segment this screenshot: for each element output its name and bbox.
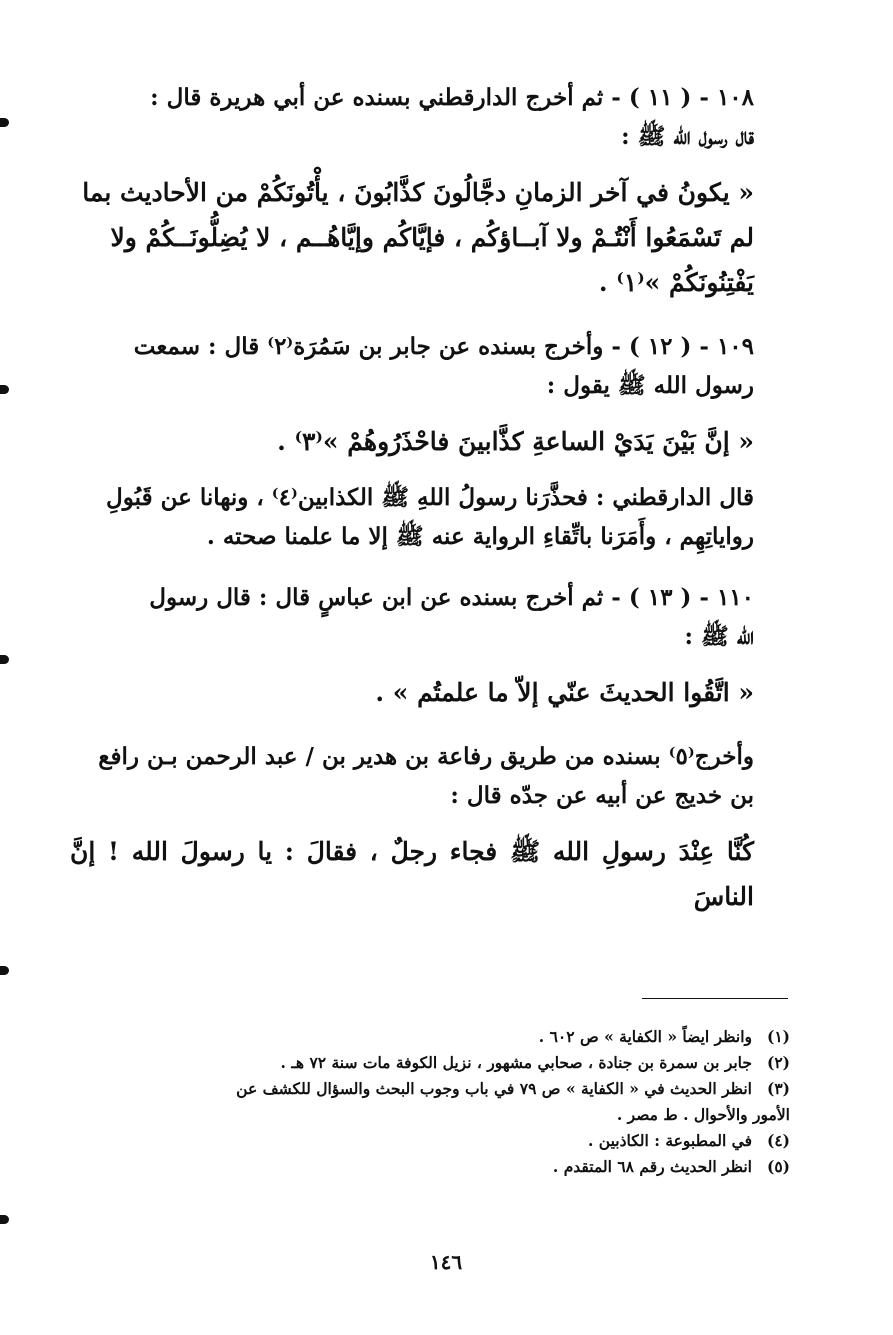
margin-mark: [0, 118, 9, 127]
footnote-text: [120, 1024, 752, 1050]
text-line: بن خديج عن أبيه عن جدّه قال :: [450, 782, 754, 809]
footnote-number: (١): [766, 1027, 790, 1046]
footnote-4: [120, 1128, 790, 1154]
footnote-1: [120, 1024, 790, 1050]
margin-mark: [0, 1215, 9, 1224]
footnote-line: الأمور والأحوال . ط مصر .: [616, 1105, 790, 1124]
text-line: ١١٠ - ( ١٣ ) - ثم أخرج بسنده عن ابن عباسٍ قال : قال رسول: [149, 584, 754, 611]
hadith-109-quote: [70, 419, 786, 464]
margin-mark: [0, 385, 9, 394]
footnote-5: [120, 1154, 790, 1180]
text-line: « يكونُ في آخر الزمانِ دجَّالُونَ كذَّابُونَ ، يأْتُونَكُمْ من الأحاديث بما: [82, 178, 754, 207]
hadith-109-intro: [70, 327, 786, 405]
text-line: رسول الله ﷺ يقول :: [546, 372, 754, 399]
footnote-line: جابر بن سمرة بن جنادة ، صحابي مشهور ، نزيل الكوفة مات سنة ٧٢ هـ .: [280, 1053, 752, 1072]
text-line: الله ﷺ :: [684, 623, 754, 650]
footnote-number: (٥): [766, 1157, 790, 1176]
hadith-108-intro: [70, 78, 786, 156]
margin-mark: [0, 966, 9, 975]
footnote-3: [120, 1076, 790, 1128]
page-number: ١٤٦: [429, 1250, 463, 1274]
footnote-line: انظر الحديث رقم ٦٨ المتقدم .: [552, 1157, 752, 1176]
text-line: كُنَّا عِنْدَ رسولِ الله ﷺ فجاء رجلٌ ، فقالَ : يا رسولَ الله ! إنَّ الناسَ: [70, 837, 754, 911]
text-line: وأخرج⁽٥⁾ بسنده من طريق رفاعة بن هدير بن / عبد الرحمن بـن رافع: [98, 743, 754, 770]
footnote-number: (٤): [766, 1131, 790, 1150]
text-line: رواياتِهِم ، وأَمَرَنا باتِّقاءِ الرواية عنه ﷺ إلا ما علمنا صحته .: [206, 523, 754, 550]
text-line: قال رسول الله ﷺ :: [621, 123, 754, 150]
footnote-line: انظر الحديث في « الكفاية » ص ٧٩ في باب وجوب البحث والسؤال للكشف عن: [236, 1079, 752, 1098]
footnote-text: [120, 1128, 752, 1154]
akhraj-paragraph: [70, 737, 786, 815]
footnote-text: [120, 1076, 790, 1128]
text-line: « اتَّقُوا الحديثَ عنّي إلاّ ما علمتُم » .: [375, 678, 754, 707]
text-line: لم تَسْمَعُوا أَنْتُـمْ ولا آبــاؤكُم ، فإيَّاكُم وإيَّاهُــم ، لا يُضِلُّونَــكُمْ ولا: [110, 223, 754, 252]
daraqutni-comment: [70, 478, 786, 556]
footnote-number: (٢): [766, 1053, 790, 1072]
text-line: ١٠٩ - ( ١٢ ) - وأخرج بسنده عن جابر بن سَمُرَة⁽٢⁾ قال : سمعت: [133, 333, 754, 360]
text-line: يَفْتِنُونَكُمْ »⁽١⁾ .: [598, 268, 754, 297]
footnote-divider: [642, 998, 788, 999]
hadith-108-quote: [70, 170, 786, 305]
footnote-text: [120, 1154, 752, 1180]
margin-mark: [0, 655, 9, 664]
hadith-110-quote: [70, 670, 786, 715]
text-line: ١٠٨ - ( ١١ ) - ثم أخرج الدارقطني بسنده عن أبي هريرة قال :: [150, 84, 754, 111]
main-text: [70, 78, 786, 919]
hadith-110-intro: [70, 578, 786, 656]
footnotes: [120, 1024, 790, 1180]
footnote-2: [120, 1050, 790, 1076]
footnote-line: وانظر ايضاً « الكفاية » ص ٦٠٢ .: [538, 1027, 752, 1046]
footnote-text: [120, 1050, 752, 1076]
footnote-number: (٣): [766, 1079, 790, 1098]
kunna-quote: [70, 829, 786, 919]
text-line: « إنَّ بَيْنَ يَدَيْ الساعةِ كذَّابينَ فاحْذَرُوهُمْ »⁽٣⁾ .: [277, 427, 754, 456]
footnote-line: في المطبوعة : الكاذبين .: [588, 1131, 752, 1150]
text-line: قال الدارقطني : فحذَّرَنا رسولُ اللهِ ﷺ الكذابين⁽٤⁾ ، ونهانا عن قَبُولِ: [106, 484, 754, 511]
